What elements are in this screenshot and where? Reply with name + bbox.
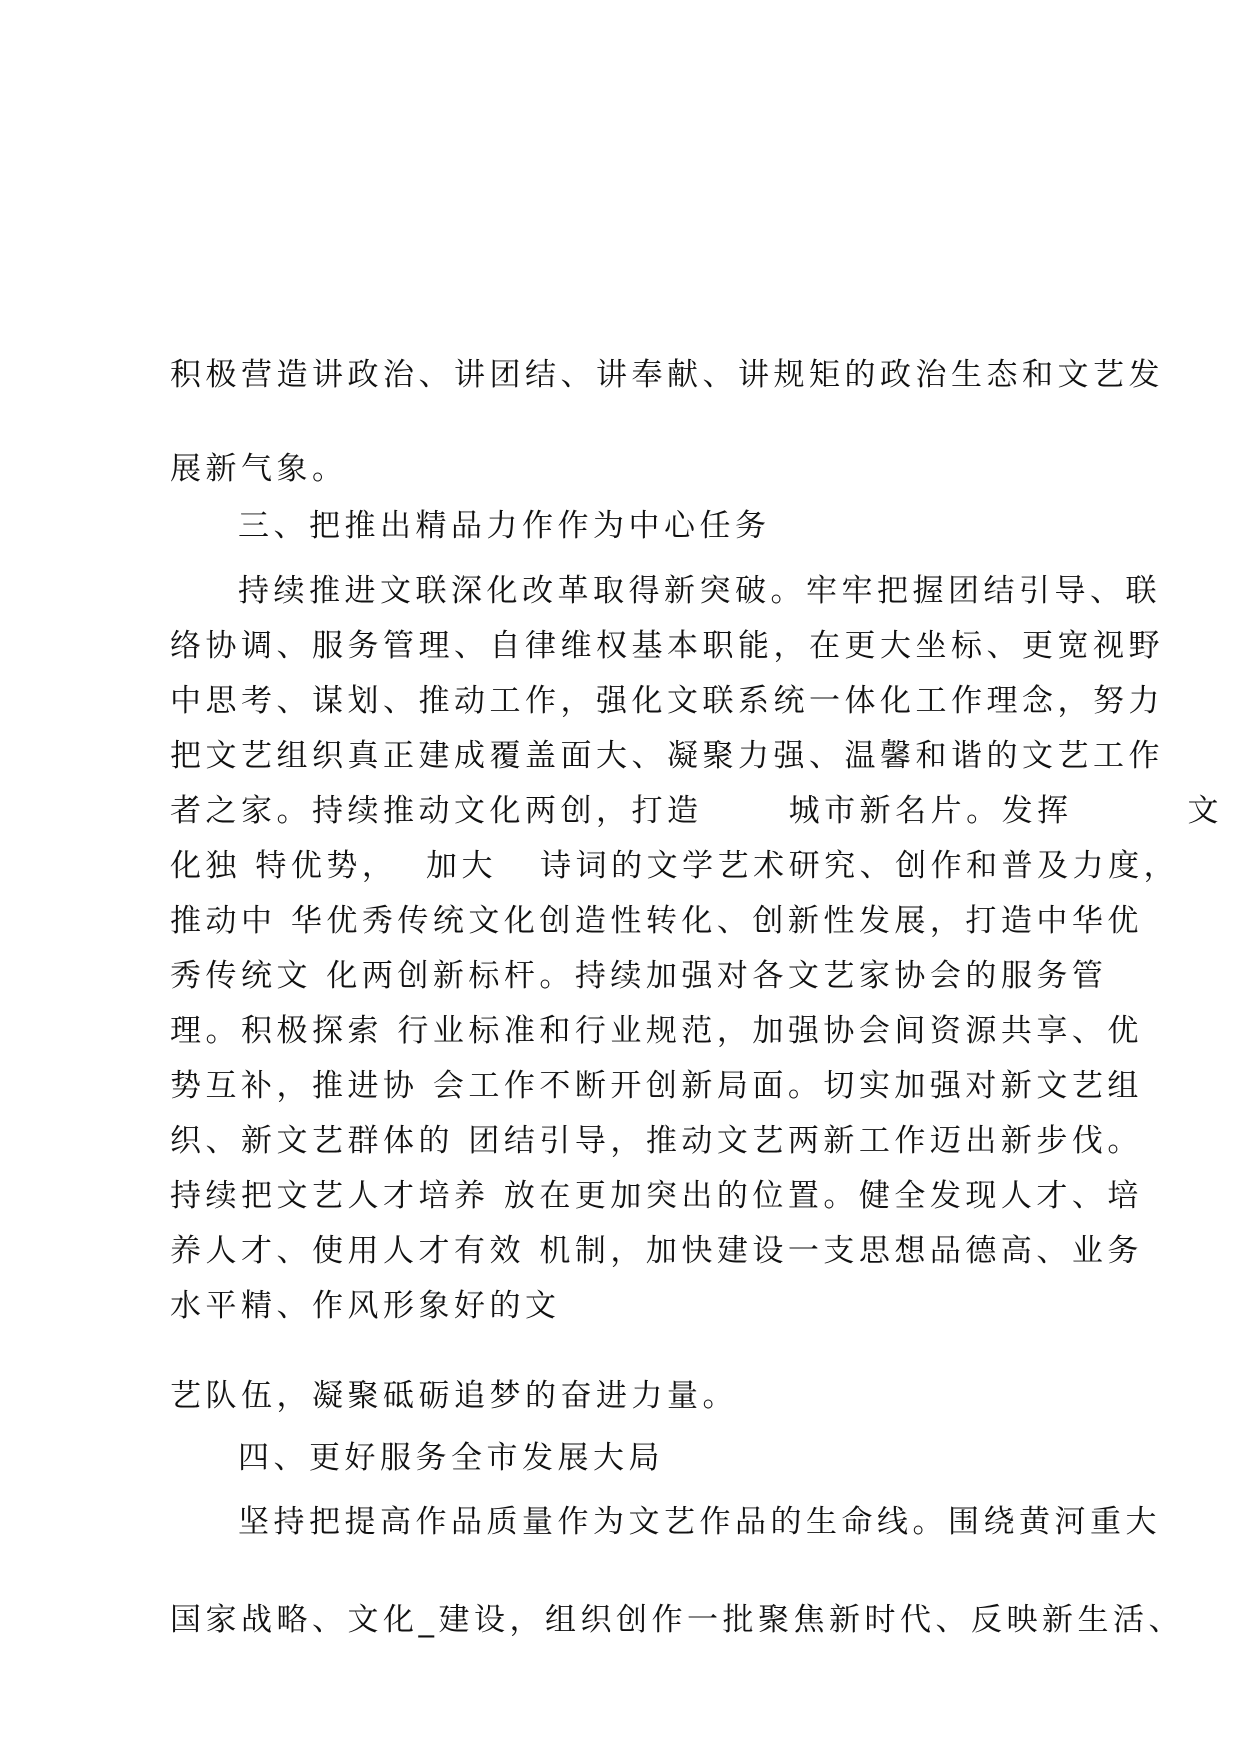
paragraph-line: 积极营造讲政治、讲团结、讲奉献、讲规矩的政治生态和文艺发: [170, 357, 1164, 393]
paragraph-line: 持续把文艺人才培养 放在更加突出的位置。健全发现人才、培: [170, 1178, 1143, 1214]
paragraph-line: 养人才、使用人才有效 机制，加快建设一支思想品德高、业务: [170, 1233, 1143, 1269]
paragraph-line: 中思考、谋划、推动工作，强化文联系统一体化工作理念，努力: [170, 683, 1164, 719]
paragraph-line: 把文艺组织真正建成覆盖面大、凝聚力强、温馨和谐的文艺工作: [170, 738, 1164, 774]
paragraph-line: 展新气象。: [170, 451, 348, 487]
paragraph-line: 持续推进文联深化改革取得新突破。牢牢把握团结引导、联: [238, 573, 1161, 609]
paragraph-line: 坚持把提高作品质量作为文艺作品的生命线。围绕黄河重大: [238, 1504, 1161, 1540]
section-heading: 三、把推出精品力作作为中心任务: [238, 508, 771, 544]
paragraph-line: 织、新文艺群体的 团结引导，推动文艺两新工作迈出新步伐。: [170, 1123, 1143, 1159]
paragraph-line: 络协调、服务管理、自律维权基本职能，在更大坐标、更宽视野: [170, 628, 1164, 664]
paragraph-line: 势互补，推进协 会工作不断开创新局面。切实加强对新文艺组: [170, 1068, 1143, 1104]
paragraph-line: 水平精、作风形象好的文: [170, 1288, 561, 1324]
paragraph-line: 推动中 华优秀传统文化创造性转化、创新性发展，打造中华优: [170, 903, 1143, 939]
section-heading: 四、更好服务全市发展大局: [238, 1440, 664, 1476]
paragraph-line: 秀传统文 化两创新标杆。持续加强对各文艺家协会的服务管: [170, 958, 1108, 994]
paragraph-line: 艺队伍，凝聚砥砺追梦的奋进力量。: [170, 1378, 738, 1414]
paragraph-line: 国家战略、文化_建设，组织创作一批聚焦新时代、反映新生活、: [170, 1602, 1184, 1638]
paragraph-line: 理。积极探索 行业标准和行业规范，加强协会间资源共享、优: [170, 1013, 1143, 1049]
paragraph-line: 者之家。持续推动文化两创，打造 城市新名片。发挥 文: [170, 793, 1223, 829]
paragraph-line: 化独 特优势， 加大 诗词的文学艺术研究、创作和普及力度，: [170, 848, 1180, 884]
